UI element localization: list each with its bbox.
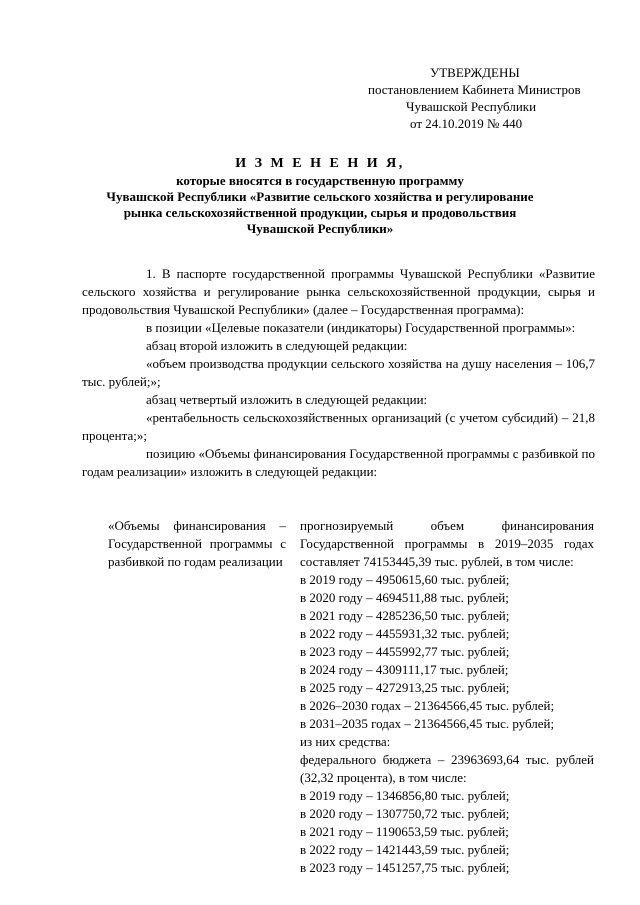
financing-year-line: в 2020 году – 4694511,88 тыс. рублей;: [300, 590, 509, 605]
financing-of-them: из них средства:: [300, 734, 391, 749]
document-title: [60, 156, 580, 237]
approval-stamp: [368, 64, 618, 132]
financing-year-line: в 2021 году – 4285236,50 тыс. рублей;: [300, 608, 510, 623]
approval-line: постановлением Кабинета Министров: [368, 82, 581, 97]
paragraph: абзац четвертый изложить в следующей редакции:: [146, 392, 428, 407]
title-line: которые вносятся в государственную программу: [176, 173, 464, 188]
federal-year-line: в 2022 году – 1421443,59 тыс. рублей;: [300, 842, 510, 857]
financing-year-line: в 2022 году – 4455931,32 тыс. рублей;: [300, 626, 510, 641]
financing-year-line: в 2031–2035 годах – 21364566,45 тыс. рублей;: [300, 716, 555, 731]
financing-year-line: в 2026–2030 годах – 21364566,45 тыс. рублей;: [300, 698, 555, 713]
federal-year-line: в 2020 году – 1307750,72 тыс. рублей;: [300, 806, 510, 821]
paragraph: 1. В паспорте государственной программы Чувашской Республики «Развитие сельского хозяйства и регулирование рынка сельскохозяйственной продукции, сырья и продовольствия Чувашской Республики» (далее – Государственная программа):: [82, 266, 595, 317]
title-line: Чувашской Республики «Развитие сельского хозяйства и регулирование: [106, 189, 534, 204]
title-line: Чувашской Республики»: [246, 221, 394, 236]
paragraph: абзац второй изложить в следующей редакции:: [146, 338, 408, 353]
financing-intro: прогнозируемый объем финансирования Государственной программы в 2019–2035 годах составляет 74153445,39 тыс. рублей, в том числе:: [300, 518, 594, 569]
federal-year-line: в 2019 году – 1346856,80 тыс. рублей;: [300, 788, 510, 803]
federal-year-line: в 2021 году – 1190653,59 тыс. рублей;: [300, 824, 509, 839]
federal-year-line: в 2023 году – 1451257,75 тыс. рублей;: [300, 860, 510, 875]
paragraph: «объем производства продукции сельского хозяйства на душу населения – 106,7 тыс. рублей;»;: [82, 356, 595, 389]
document-body: [82, 265, 595, 481]
financing-position-label: «Объемы финансирования – Государственной программы с разбивкой по годам реализации: [108, 518, 286, 569]
financing-year-line: в 2019 году – 4950615,60 тыс. рублей;: [300, 572, 510, 587]
approval-line: Чувашской Республики: [406, 99, 537, 114]
title-line: рынка сельскохозяйственной продукции, сырья и продовольствия: [123, 205, 517, 220]
paragraph: в позиции «Целевые показатели (индикаторы) Государственной программы»:: [146, 320, 576, 335]
financing-details: [300, 517, 594, 877]
paragraph: «рентабельность сельскохозяйственных организаций (с учетом субсидий) – 21,8 процента;»;: [82, 410, 595, 443]
approval-heading: УТВЕРЖДЕНЫ: [430, 65, 520, 80]
federal-budget-intro: федерального бюджета – 23963693,64 тыс. рублей (32,32 процента), в том числе:: [300, 752, 594, 785]
financing-year-line: в 2024 году – 4309111,17 тыс. рублей;: [300, 662, 509, 677]
approval-date-number: от 24.10.2019 № 440: [410, 116, 523, 131]
financing-year-line: в 2025 году – 4272913,25 тыс. рублей;: [300, 680, 510, 695]
financing-year-line: в 2023 году – 4455992,77 тыс. рублей;: [300, 644, 510, 659]
title-heading: И З М Е Н Е Н И Я,: [235, 156, 405, 171]
paragraph: позицию «Объемы финансирования Государственной программы с разбивкой по годам реализации» изложить в следующей редакции:: [82, 446, 595, 479]
